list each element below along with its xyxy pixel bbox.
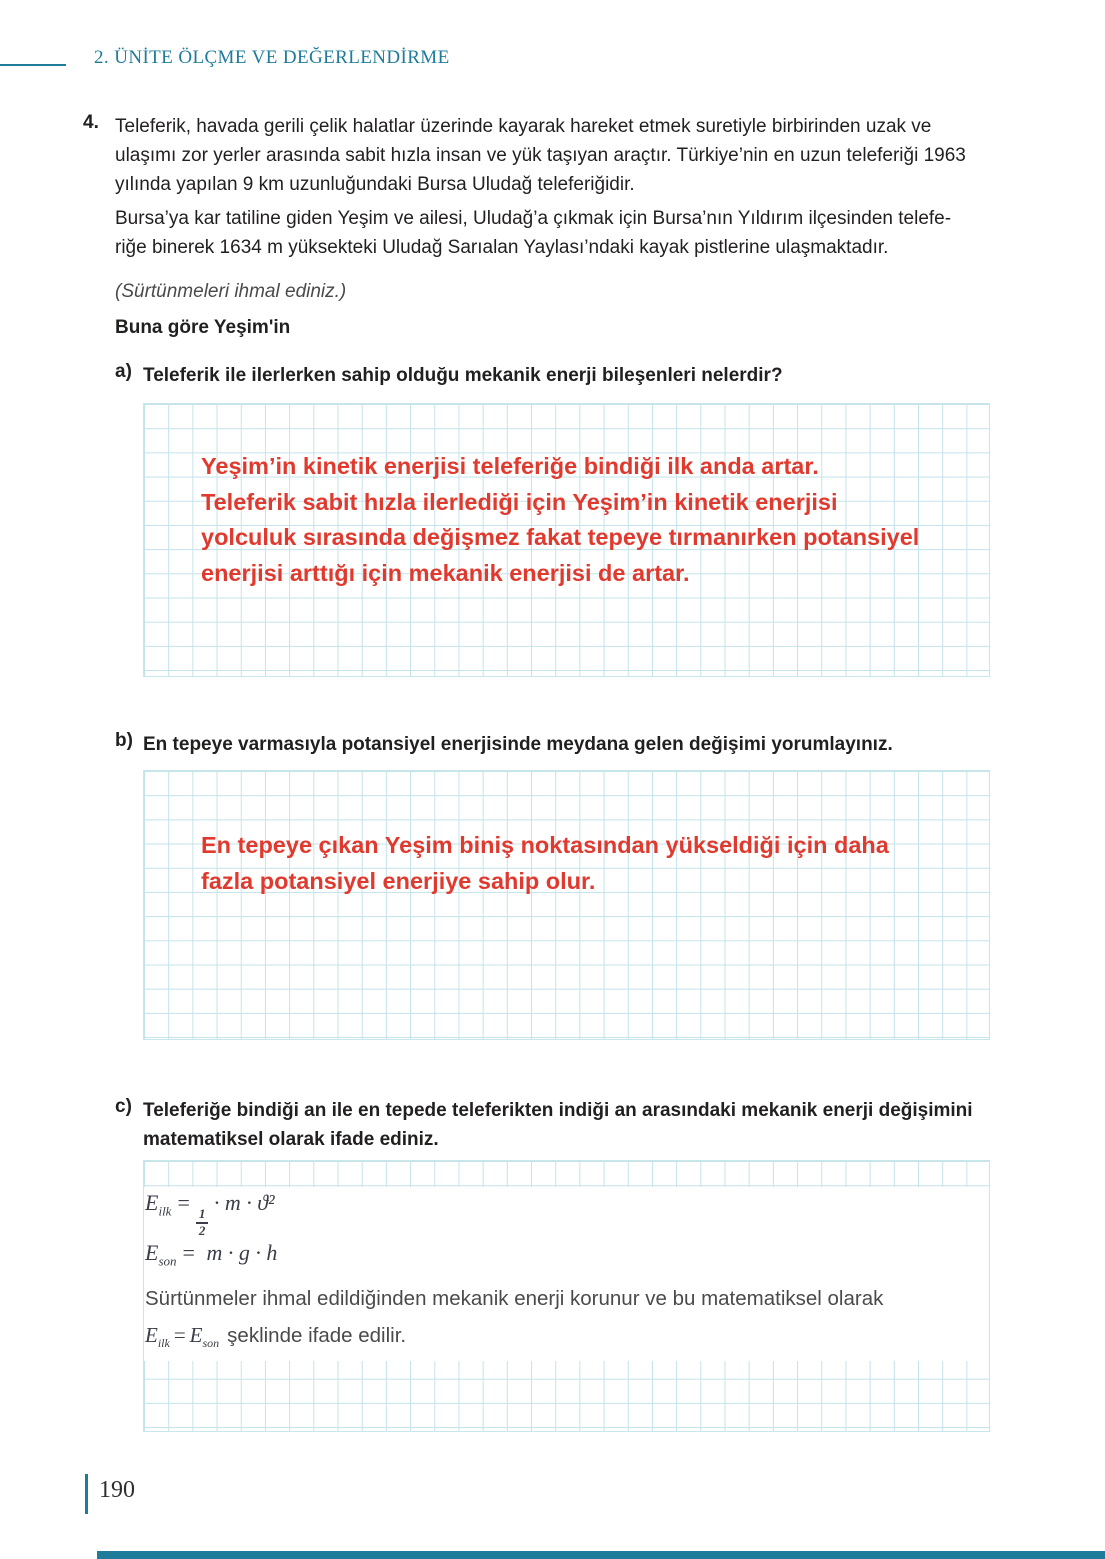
- question-paragraph-2: [115, 204, 951, 262]
- page-title: 2. ÜNİTE ÖLÇME VE DEĞERLENDİRME: [94, 47, 450, 68]
- fraction-denominator: 2: [198, 1222, 206, 1238]
- header-rule: [0, 64, 66, 66]
- question-number: 4.: [83, 112, 99, 133]
- lead-in-text: Buna göre Yeşim'in: [115, 317, 291, 338]
- intro-line: ulaşımı zor yerler arasında sabit hızla insan ve yük taşıyan araçtır. Türkiye’nin en uzun teleferiği 1963: [115, 145, 966, 166]
- formula-tail: · m · ϑ²: [208, 1190, 275, 1215]
- footer-band: [97, 1551, 1105, 1559]
- part-b-question-text: En tepeye varmasıyla potansiyel enerjisinde meydana gelen değişimi yorumlayınız.: [143, 734, 893, 755]
- formula-base: E: [145, 1323, 158, 1347]
- paragraph-line: Bursa’ya kar tatiline giden Yeşim ve ailesi, Uludağ’a çıkmak için Bursa’nın Yıldırım ilçesinden telefe-: [115, 208, 952, 229]
- part-c-question-line: Teleferiğe bindiği an ile en tepede teleferikten indiği an arasındaki mekanik enerji değişimini: [143, 1100, 973, 1121]
- conclusion-rest: şeklinde ifade edilir.: [227, 1324, 407, 1347]
- equals-sign: =: [177, 1190, 190, 1215]
- fraction-one-half: [196, 1207, 209, 1237]
- formula-subscript: son: [158, 1253, 177, 1269]
- formula-base: E: [145, 1240, 159, 1265]
- formula-base: E: [189, 1323, 203, 1347]
- formula-subscript: ilk: [157, 1336, 170, 1351]
- answer-a-line: yolculuk sırasında değişmez fakat tepeye tırmanırken potansiyel: [201, 524, 920, 550]
- conclusion-equation-line: [145, 1323, 406, 1351]
- page-number: 190: [99, 1477, 135, 1503]
- page-number-bar: [85, 1474, 88, 1514]
- answer-grid-b: [143, 770, 990, 1040]
- frictions-note: (Sürtünmeleri ihmal ediniz.): [115, 281, 347, 302]
- formula-base: E: [145, 1190, 159, 1215]
- answer-a-line: Teleferik sabit hızla ilerlediği için Yeşim’in kinetik enerjisi: [201, 488, 838, 515]
- formula-subscript: ilk: [158, 1203, 172, 1219]
- conclusion-sentence: Sürtünmeler ihmal edildiğinden mekanik enerji korunur ve bu matematiksel olarak: [145, 1287, 884, 1310]
- part-a-label: a): [115, 361, 132, 382]
- formula-initial-energy: [145, 1190, 275, 1237]
- formula-tail: m · g · h: [200, 1240, 278, 1265]
- answer-b-line: En tepeye çıkan Yeşim biniş noktasından yükseldiği için daha: [201, 832, 889, 858]
- answer-b-line: fazla potansiyel enerjiye sahip olur.: [201, 867, 596, 894]
- intro-line: Teleferik, havada gerili çelik halatlar üzerinde kayarak hareket etmek suretiyle birbirinden uzak ve: [115, 116, 932, 137]
- formula-final-energy: [145, 1240, 277, 1269]
- answer-text-b: [201, 828, 889, 899]
- part-c-question-line: matematiksel olarak ifade ediniz.: [143, 1129, 439, 1150]
- part-b-label: b): [115, 730, 133, 751]
- answer-grid-a: [143, 403, 990, 677]
- equals-sign: =: [173, 1323, 186, 1347]
- part-a-question: [143, 361, 783, 390]
- conclusion-equation: [145, 1323, 220, 1351]
- fraction-numerator: 1: [196, 1207, 209, 1224]
- answer-a-line: Yeşim’in kinetik enerjisi teleferiğe bindiği ilk anda artar.: [201, 453, 819, 479]
- intro-line: yılında yapılan 9 km uzunluğundaki Bursa Uludağ teleferiğidir.: [115, 174, 635, 195]
- part-c-label: c): [115, 1096, 132, 1117]
- equals-sign: =: [182, 1240, 195, 1265]
- question-intro: [115, 112, 966, 199]
- answer-a-line: enerjisi arttığı için mekanik enerjisi de artar.: [201, 559, 690, 586]
- part-c-question: [143, 1096, 973, 1154]
- part-b-question: [143, 730, 893, 759]
- formula-subscript: son: [202, 1336, 220, 1351]
- answer-text-a: [201, 449, 919, 591]
- paragraph-line: riğe binerek 1634 m yüksekteki Uludağ Sarıalan Yaylası’ndaki kayak pistlerine ulaşmaktadır.: [115, 237, 889, 258]
- part-a-question-text: Teleferik ile ilerlerken sahip olduğu mekanik enerji bileşenleri nelerdir?: [143, 365, 783, 386]
